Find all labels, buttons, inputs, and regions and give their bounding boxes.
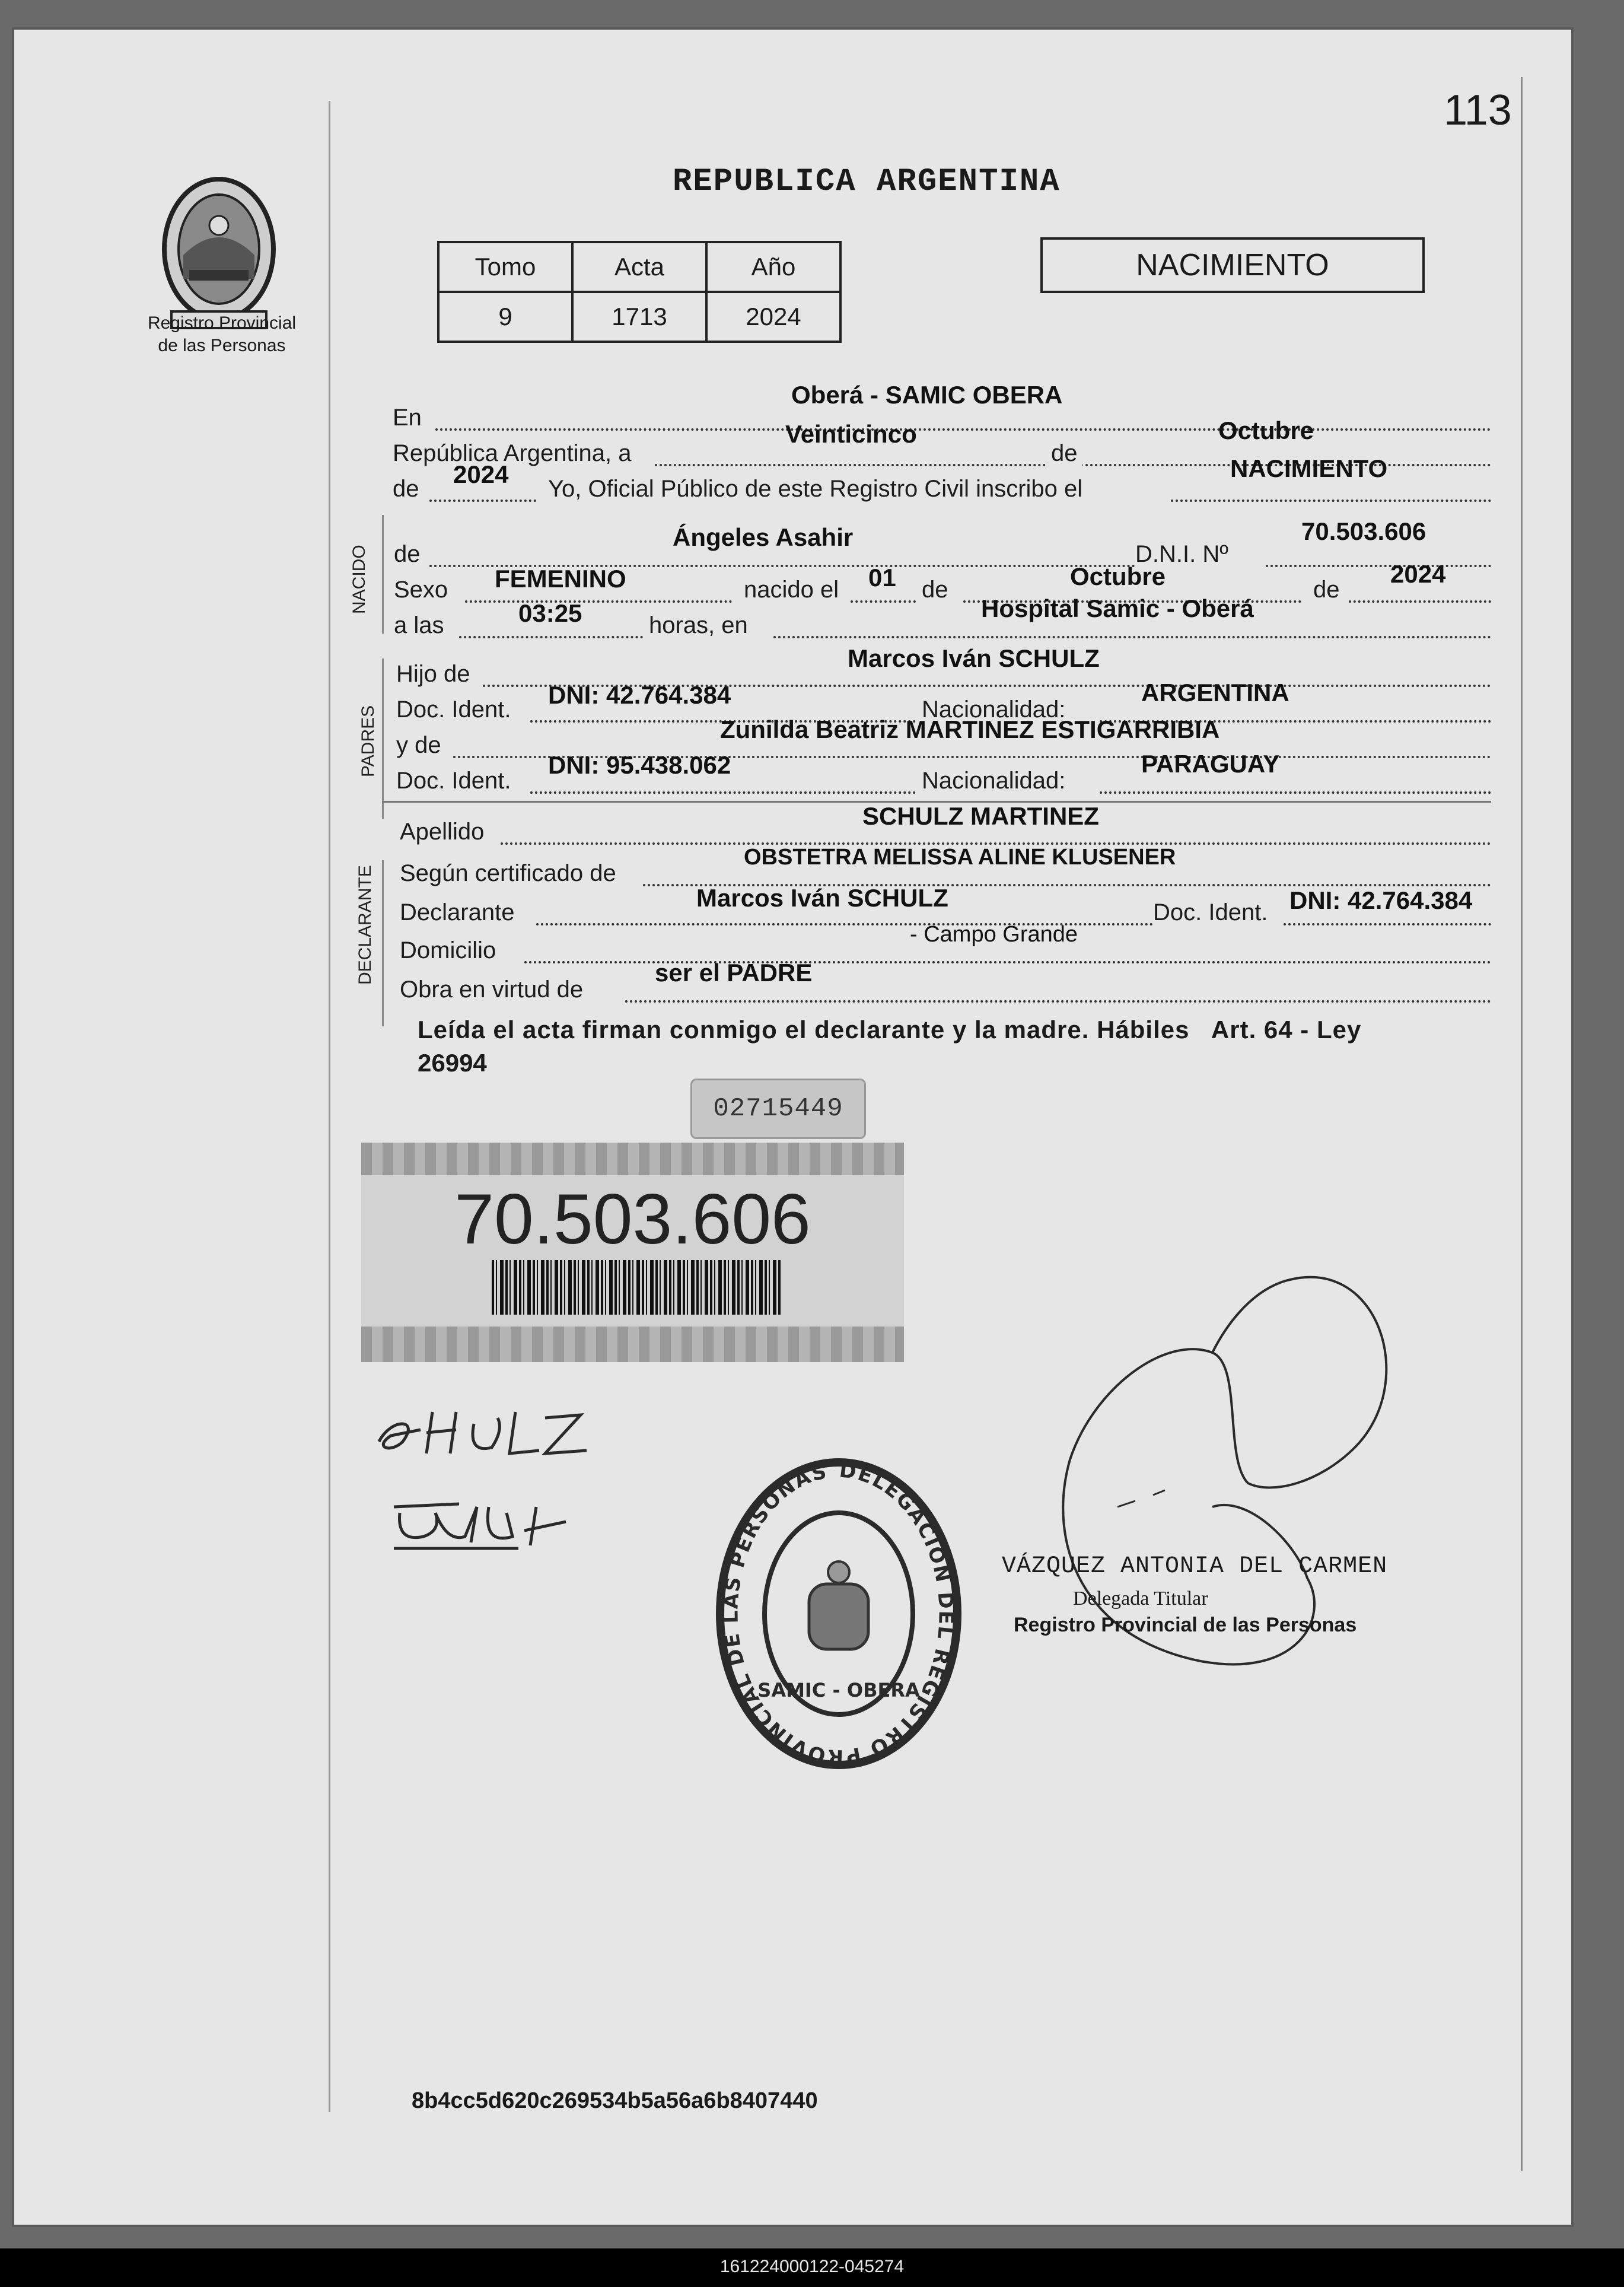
birth-month: Octubre xyxy=(1070,562,1166,590)
section-bracket xyxy=(382,515,384,634)
father-doc: DNI: 42.764.384 xyxy=(548,681,731,709)
nacido-sexo: FEMENINO xyxy=(495,565,626,593)
barcode-icon xyxy=(492,1260,782,1315)
intro-year: 2024 xyxy=(453,460,509,488)
mother-nac-label: Nacionalidad: xyxy=(922,768,1066,794)
obra-label: Obra en virtud de xyxy=(400,976,584,1003)
father-nac-label: Nacionalidad: xyxy=(922,696,1066,723)
obra-value: ser el PADRE xyxy=(655,959,813,987)
mother-doc-label: Doc. Ident. xyxy=(396,768,511,794)
father-name: Marcos Iván SCHULZ xyxy=(848,644,1100,672)
closing-line-2: 26994 xyxy=(418,1049,487,1077)
certificado-value: OBSTETRA MELISSA ALINE KLUSENER xyxy=(744,845,1176,870)
margin-rule xyxy=(329,101,330,2112)
dots xyxy=(530,791,916,794)
id-sticker xyxy=(361,1143,904,1362)
record-type: NACIMIENTO xyxy=(1136,248,1329,282)
sticker-id-number: 70.503.606 xyxy=(454,1179,811,1259)
declarante-section-label: DECLARANTE xyxy=(355,865,375,985)
dots xyxy=(1266,565,1491,567)
birth-place: Hospital Samic - Oberá xyxy=(981,594,1254,622)
page-number: 113 xyxy=(1444,87,1512,134)
mother-nationality: PARAGUAY xyxy=(1141,750,1280,778)
dots xyxy=(465,600,732,603)
intro-day: Veinticinco xyxy=(785,420,917,448)
dots xyxy=(625,1000,1491,1003)
document-sheet xyxy=(14,30,1571,2225)
table-value-tomo: 9 xyxy=(438,292,572,342)
security-number-box xyxy=(690,1079,866,1139)
certificado-label: Según certificado de xyxy=(400,860,616,886)
dni-label: D.N.I. Nº xyxy=(1135,541,1228,567)
declarante-doc-label: Doc. Ident. xyxy=(1153,899,1268,925)
footer-band xyxy=(0,2248,1624,2287)
sticker-pattern-bottom xyxy=(361,1327,904,1362)
birth-time: 03:25 xyxy=(518,599,582,627)
intro-month: Octubre xyxy=(1218,416,1314,444)
domicilio-label: Domicilio xyxy=(400,937,496,963)
nacido-de-label2: de xyxy=(922,577,948,603)
horas-en-label: horas, en xyxy=(649,612,748,638)
signature-madre xyxy=(388,1489,578,1563)
security-number: 02715449 xyxy=(713,1094,843,1124)
logo-caption-line2: de las Personas xyxy=(158,336,286,355)
record-table-value-row xyxy=(438,292,840,342)
record-table xyxy=(437,241,842,343)
birth-year: 2024 xyxy=(1390,560,1446,588)
dots xyxy=(1100,791,1491,794)
logo-caption-line1: Registro Provincial xyxy=(147,313,297,333)
sexo-label: Sexo xyxy=(394,577,448,603)
officer-org: Registro Provincial de las Personas xyxy=(1014,1614,1357,1636)
nacido-name: Ángeles Asahir xyxy=(673,523,854,551)
table-value-acta: 1713 xyxy=(572,292,706,342)
officer-name: VÁZQUEZ ANTONIA DEL CARMEN xyxy=(1002,1553,1388,1580)
apellido-value: SCHULZ MARTINEZ xyxy=(862,802,1099,830)
seal-ring-text: DELEGACIÓN DEL REGISTRO PROVINCIAL DE LAS PERSONAS xyxy=(719,1458,958,1769)
dots xyxy=(435,428,1491,431)
declarante-value: Marcos Iván SCHULZ xyxy=(696,884,948,912)
declarante-doc: DNI: 42.764.384 xyxy=(1289,886,1473,914)
section-bracket xyxy=(382,860,384,1026)
dots xyxy=(459,636,643,638)
declarante-label: Declarante xyxy=(400,899,515,925)
en-label: En xyxy=(393,405,422,431)
dots xyxy=(429,500,536,502)
republica-label: República Argentina, a xyxy=(393,440,632,466)
father-doc-label: Doc. Ident. xyxy=(396,696,511,723)
padres-section-label: PADRES xyxy=(358,705,378,777)
record-type-box xyxy=(1040,237,1425,293)
footer-code: 161224000122-045274 xyxy=(719,2257,905,2276)
y-de-label: y de xyxy=(396,732,441,758)
a-las-label: a las xyxy=(394,612,444,638)
nacido-el-label: nacido el xyxy=(744,577,839,603)
officer-role: Delegada Titular xyxy=(1073,1588,1208,1610)
table-header-ano: Año xyxy=(706,242,840,292)
father-nationality: ARGENTINA xyxy=(1141,679,1289,707)
mother-name: Zunilda Beatriz MARTINEZ ESTIGARRIBIA xyxy=(720,715,1220,743)
signature-schulz xyxy=(367,1394,616,1468)
table-value-ano: 2024 xyxy=(706,292,840,342)
right-rule xyxy=(1521,77,1523,2171)
document-hash: 8b4cc5d620c269534b5a56a6b8407440 xyxy=(412,2088,818,2113)
hijo-de-label: Hijo de xyxy=(396,661,470,687)
de-label2: de xyxy=(393,476,419,502)
apellido-label: Apellido xyxy=(400,819,485,845)
header-title: REPUBLICA ARGENTINA xyxy=(673,164,1061,200)
domicilio-value: - Campo Grande xyxy=(910,922,1078,947)
nacido-dni: 70.503.606 xyxy=(1301,517,1426,545)
sticker-pattern-top xyxy=(361,1143,904,1175)
table-header-acta: Acta xyxy=(572,242,706,292)
intro-place: Oberá - SAMIC OBERA xyxy=(791,381,1063,409)
nacido-section-label: NACIDO xyxy=(349,545,369,614)
official-seal xyxy=(708,1453,969,1789)
officer-text: Yo, Oficial Público de este Registro Civil inscribo el xyxy=(548,476,1083,502)
section-bracket xyxy=(382,659,384,819)
birth-day: 01 xyxy=(868,564,896,591)
closing-line-1: Leída el acta firman conmigo el declarante y la madre. Hábiles Art. 64 - Ley xyxy=(418,1016,1362,1044)
dots xyxy=(851,600,916,603)
dots xyxy=(773,636,1491,638)
nacido-de-label3: de xyxy=(1313,577,1340,603)
record-table-header-row xyxy=(438,242,840,292)
de-label: de xyxy=(1046,440,1082,467)
dots xyxy=(1171,500,1491,502)
dots xyxy=(1284,923,1491,925)
table-header-tomo: Tomo xyxy=(438,242,572,292)
mother-doc: DNI: 95.438.062 xyxy=(548,751,731,779)
intro-inscription: NACIMIENTO xyxy=(1230,454,1388,482)
nacido-de-label: de xyxy=(394,541,421,567)
dots xyxy=(1349,600,1491,603)
seal-bottom-text: SAMIC - OBERA xyxy=(757,1679,920,1701)
